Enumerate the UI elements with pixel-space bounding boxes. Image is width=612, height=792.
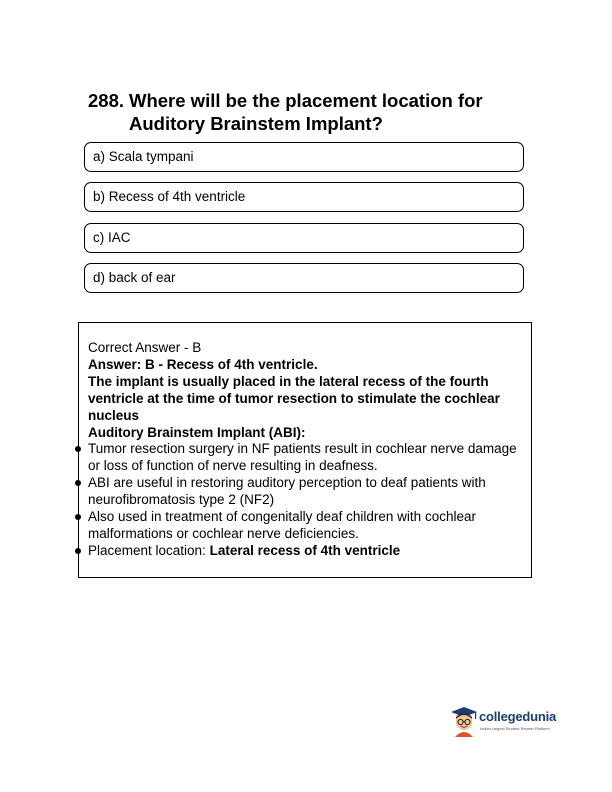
bullet-item — [88, 441, 523, 475]
abi-heading: Auditory Brainstem Implant (ABI): — [88, 424, 306, 440]
bullet-text: ABI are useful in restoring auditory perception to deaf patients with neurofibromatosis type 2 (NF2) — [88, 475, 486, 508]
logo-tagline: India's largest Student Review Platform — [480, 726, 550, 731]
answer-explanation: The implant is usually placed in the lateral recess of the fourth ventricle at the time of tumor resection to stimulate the cochlear nucleus — [88, 373, 500, 423]
correct-answer-line: Correct Answer - B — [88, 340, 202, 355]
placement-value: Lateral recess of 4th ventricle — [209, 542, 401, 558]
bullet-dot — [75, 514, 81, 520]
bullet-item — [88, 509, 523, 543]
question-text: Where will be the placement location for Auditory Brainstem Implant? — [129, 90, 483, 134]
bullet-text: Also used in treatment of congenitally deaf children with cochlear malformations or cochlear nerve deficiencies. — [88, 509, 476, 541]
option-c-label: c) IAC — [93, 230, 131, 245]
option-a[interactable] — [84, 142, 524, 172]
placement-prefix: Placement location: — [88, 542, 210, 558]
bullet-text: Tumor resection surgery in NF patients result in cochlear nerve damage or loss of function of nerve resulting in deafness. — [88, 441, 517, 474]
bullet-dot — [75, 548, 81, 554]
logo-name: collegedunia — [479, 709, 557, 724]
collegedunia-logo — [450, 705, 560, 739]
bullet-item — [88, 475, 523, 509]
option-c[interactable] — [84, 223, 524, 253]
question-heading — [88, 89, 548, 135]
option-b-label: b) Recess of 4th ventricle — [93, 189, 246, 204]
bullet-dot — [75, 480, 81, 486]
answer-box — [78, 322, 532, 578]
bullet-item — [88, 543, 523, 560]
question-number: 288. — [88, 90, 125, 111]
option-d[interactable] — [84, 263, 524, 293]
option-d-label: d) back of ear — [93, 270, 176, 285]
answer-line: Answer: B - Recess of 4th ventricle. — [88, 356, 318, 372]
option-a-label: a) Scala tympani — [93, 149, 194, 164]
bullet-dot — [75, 446, 81, 452]
student-mascot-icon — [450, 705, 478, 737]
option-b[interactable] — [84, 182, 524, 212]
